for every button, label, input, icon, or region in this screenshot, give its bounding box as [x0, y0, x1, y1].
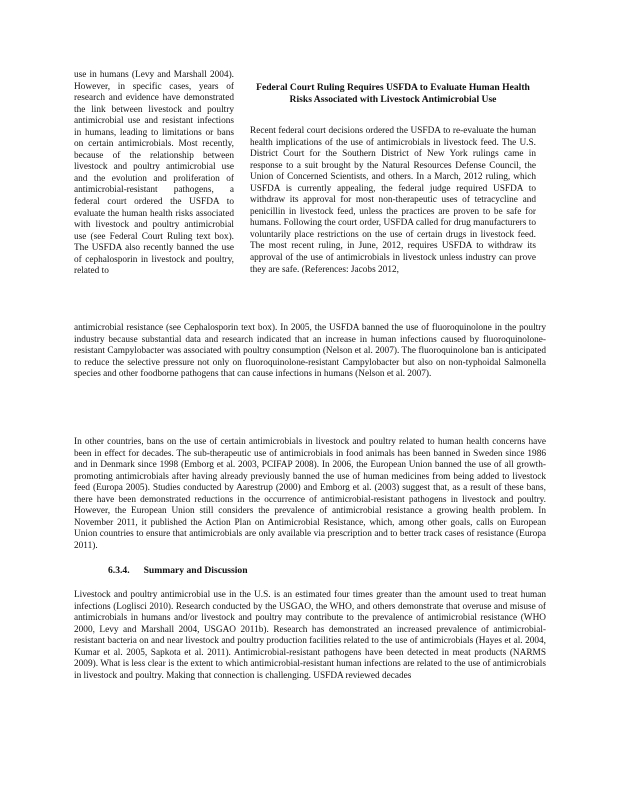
left-column-text: use in humans (Levy and Marshall 2004). However, in specific cases, years of research and evidence have demonstrated the link between livestock and poultry antimicrobial use and resistant infections in humans, leading to limitations or bans on certain antimicrobials. Most recently, because of the relationship between livestock and poultry antimicrobial use and the evolution and proliferation of antimicrobial-resistant pathogens, a federal court ordered the USFDA to evaluate the human health risks associated with livestock and poultry antimicrobial use (see Federal Court Ruling text box). The USFDA also recently banned the use of cephalosporin in livestock and poultry, related to: [74, 70, 234, 277]
section-title: Summary and Discussion: [143, 565, 248, 576]
federal-court-ruling-sidebar: [250, 82, 536, 276]
section-number: 6.3.4.: [108, 565, 130, 576]
sidebar-title: Federal Court Ruling Requires USFDA to Evaluate Human Health Risks Associated with Livestock Antimicrobial Use: [256, 82, 530, 105]
paragraph-continued: antimicrobial resistance (see Cephalosporin text box). In 2005, the USFDA banned the use of fluoroquinolone in the poultry industry because substantial data and research indicated that an increase in human infections caused by fluoroquinolone-resistant Campylobacter was associated with poultry consumption (Nelson et al. 2007). The fluoroquinolone ban is anticipated to reduce the selective pressure not only on fluoroquinolone-resistant Campylobacter but also on non-typhoidal Salmonella species and other foodborne pathogens that can cause infections in humans (Nelson et al. 2007).: [74, 323, 546, 380]
section-heading: [108, 565, 262, 576]
sidebar-body: Recent federal court decisions ordered the USFDA to re-evaluate the human health implications of the use of antimicrobials in livestock feed. The U.S. District Court for the Southern District of New York rulings came in response to a suit brought by the Natural Resources Defense Council, the Union of Concerned Scientists, and others. In a March, 2012 ruling, which USFDA is currently appealing, the federal judge required USFDA to withdraw its approval for most non-therapeutic uses of tetracycline and penicillin in livestock feed, unless the practices are proven to be safe for humans. Following the court order, USFDA called for drug manufacturers to voluntarily place restrictions on the use of certain drugs in livestock feed. The most recent ruling, in June, 2012, requires USFDA to withdraw its approval of the use of antimicrobials in livestock unless industry can prove they are safe. (References: Jacobs 2012,: [250, 126, 536, 275]
paragraph-other-countries: In other countries, bans on the use of certain antimicrobials in livestock and poultry related to human health concerns have been in effect for decades. The sub-therapeutic use of antimicrobials in food animals has been banned in Sweden since 1986 and in Denmark since 1998 (Emborg et al. 2003, PCIFAP 2008). In 2006, the European Union banned the use of all growth-promoting antimicrobials after having already previously banned the use of human medicines from being added to livestock feed (Europa 2005). Studies conducted by Aarestrup (2000) and Emborg et al. (2003) suggest that, as a result of these bans, there have been demonstrated reductions in the occurrence of antimicrobial-resistant pathogens in livestock and poultry. However, the European Union still considers the prevalence of antimicrobial resistance a growing health problem. In November 2011, it published the Action Plan on Antimicrobial Resistance, which, among other goals, calls on European Union countries to ensure that antimicrobials are only available via prescription and to better track cases of resistance (Europa 2011).: [74, 437, 546, 551]
paragraph-summary: Livestock and poultry antimicrobial use in the U.S. is an estimated four times greater than the amount used to treat human infections (Loglisci 2010). Research conducted by the USGAO, the WHO, and others demonstrate that overuse and misuse of antimicrobials in humans and/or livestock and poultry may contribute to the prevalence of antimicrobial resistance (WHO 2000, Levy and Marshall 2004, USGAO 2011b). Research has demonstrated an increased prevalence of antimicrobial-resistant bacteria on and near livestock and poultry production facilities related to the use of antimicrobials (Hayes et al. 2004, Kumar et al. 2005, Sapkota et al. 2011). Antimicrobial-resistant pathogens have been detected in meat products (NARMS 2009). What is less clear is the extent to which antimicrobial-resistant human infections are related to the use of antimicrobials in livestock and poultry. Making that connection is challenging. USFDA reviewed decades: [74, 590, 546, 681]
